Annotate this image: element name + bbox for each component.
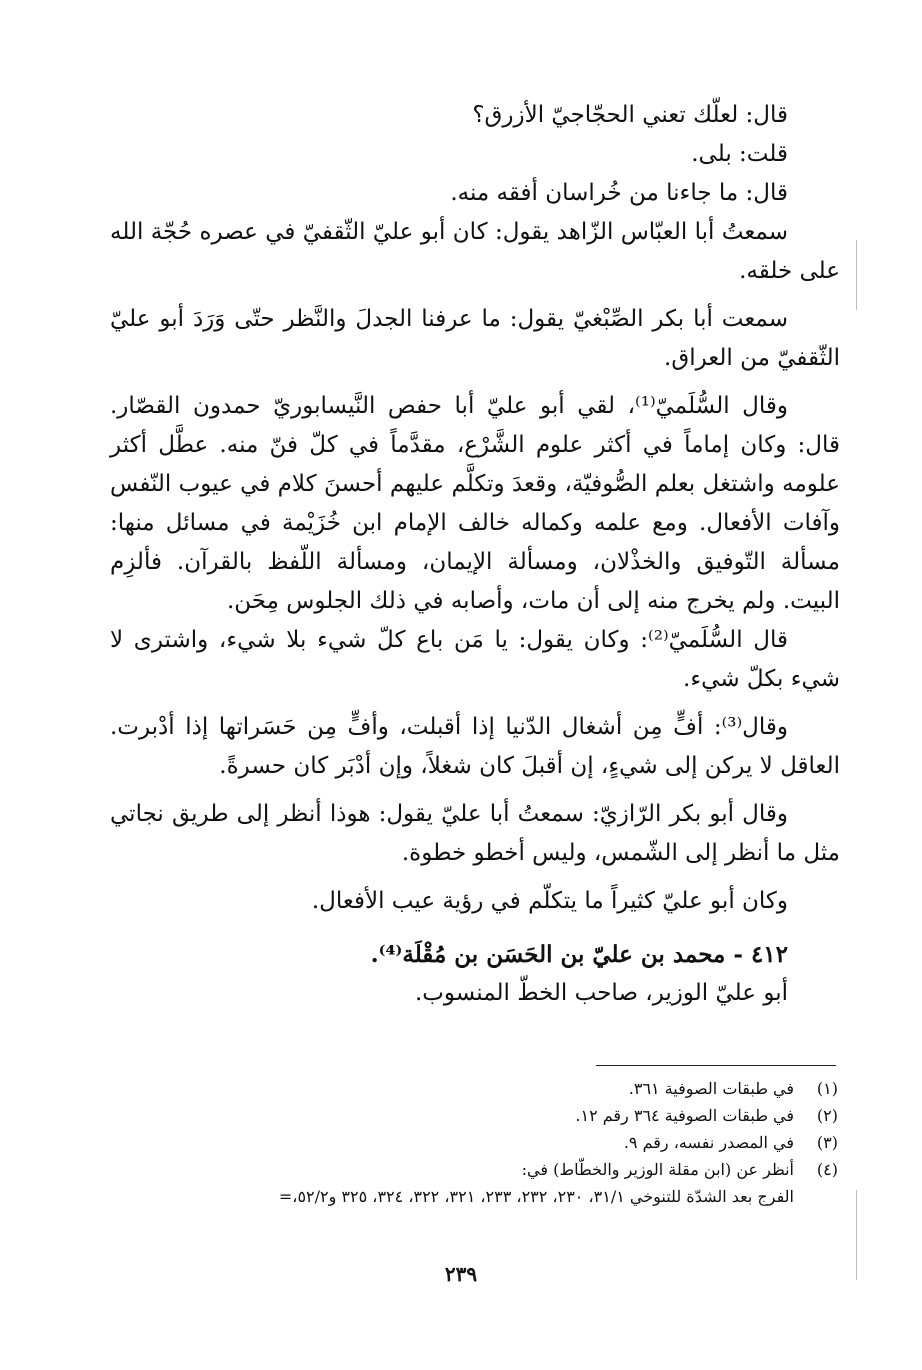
footnote (112, 1102, 838, 1129)
entry-description: أبو عليّ الوزير، صاحب الخطّ المنسوب. (414, 980, 788, 1006)
paragraph: وقال أبو بكر الرّازيّ: سمعتُ أبا عليّ يقول: هوذا أنظر إلى طريق نجاتي مثل ما أنظر إلى الشّمس، وليس أخطو خطوة. (110, 801, 840, 866)
footnote-continuation: الفرج بعد الشدّة للتنوخي ٣١/١، ٢٣٠، ٢٣٢، ٢٣٣، ٣٢١، ٣٢٢، ٣٢٤، ٣٢٥ و٥٢/٢،= (278, 1187, 794, 1206)
footnote-text: في المصدر نفسه، رقم ٩. (623, 1133, 794, 1152)
footnote-divider (596, 1065, 836, 1066)
entry-name: محمد بن عليّ بن الحَسَن بن مُقْلَة⁽⁴⁾. (370, 941, 726, 968)
paragraph: قال: ما جاءنا من خُراسان أفقه منه. (450, 180, 788, 206)
footnote-text: في طبقات الصوفية ٣٦٤ رقم ١٢. (575, 1106, 794, 1125)
footnote-text: في طبقات الصوفية ٣٦١. (628, 1079, 794, 1098)
entry-number: ٤١٢ (750, 941, 788, 968)
paragraph: سمعتُ أبا العبّاس الزّاهد يقول: كان أبو عليّ الثّقفيّ في عصره حُجّة الله على خلقه. (110, 219, 840, 284)
paragraph: قلت: بلى. (691, 141, 788, 167)
paragraph: سمعت أبا بكر الصِّبْغيّ يقول: ما عرفنا الجدلَ والنَّظر حتّى وَرَدَ أبو عليّ الثّقفيّ من العراق. (110, 306, 840, 371)
footnote (112, 1075, 838, 1102)
scan-edge-mark (856, 1190, 857, 1280)
paragraph: قال السُّلَميّ⁽²⁾: وكان يقول: يا مَن باع كلّ شيء بلا شيء، واشترى لا شيء بكلّ شيء. (110, 627, 840, 692)
footnotes (112, 1075, 838, 1210)
footnote-number: (٢) (816, 1106, 838, 1125)
footnote (112, 1129, 838, 1156)
paragraph: وقال السُّلَميّ⁽¹⁾، لقي أبو عليّ أبا حفص النَّيسابوريّ حمدون القصّار. قال: وكان إماماً في أكثر علوم الشَّرْع، مقدَّماً في كلّ فنّ منه. عطَّل أكثر علومه واشتغل بعلم الصُّوفيّة، وقعدَ وتكلَّم عليهم أحسنَ كلام في عيوب النّفس وآفات الأفعال. ومع علمه وكماله خالف الإمام ابن خُزَيْمة في مسائل منها: مسألة التّوفيق والخذْلان، ومسألة الإيمان، ومسألة اللّفظ بالقرآن. فألزِم البيت. ولم يخرج منه إلى أن مات، وأصابه في ذلك الجلوس مِحَن. (110, 393, 840, 614)
footnote (112, 1156, 838, 1183)
paragraph: وكان أبو عليّ كثيراً ما يتكلّم في رؤية عيب الأفعال. (311, 888, 788, 914)
footnote-number: (١) (816, 1079, 838, 1098)
paragraph: قال: لعلّك تعني الحجّاجيّ الأزرق؟ (472, 102, 788, 128)
biography-entry-heading (110, 935, 840, 974)
main-text (110, 96, 840, 1013)
footnote-number: (٣) (816, 1133, 838, 1152)
footnote-text: أنظر عن (ابن مقلة الوزير والخطّاط) في: (521, 1160, 794, 1179)
page-number: ٢٣٩ (444, 1262, 478, 1286)
paragraph: وقال⁽³⁾: أفٍّ مِن أشغال الدّنيا إذا أقبلت، وأفٍّ مِن حَسَراتها إذا أدْبرت. العاقل لا يركن إلى شيءٍ، إن أقبلَ كان شغلاً، وإن أدْبَر كان حسرةً. (110, 714, 840, 779)
footnote-number: (٤) (816, 1160, 838, 1179)
scan-edge-mark (856, 240, 857, 310)
entry-dash: - (725, 941, 743, 968)
